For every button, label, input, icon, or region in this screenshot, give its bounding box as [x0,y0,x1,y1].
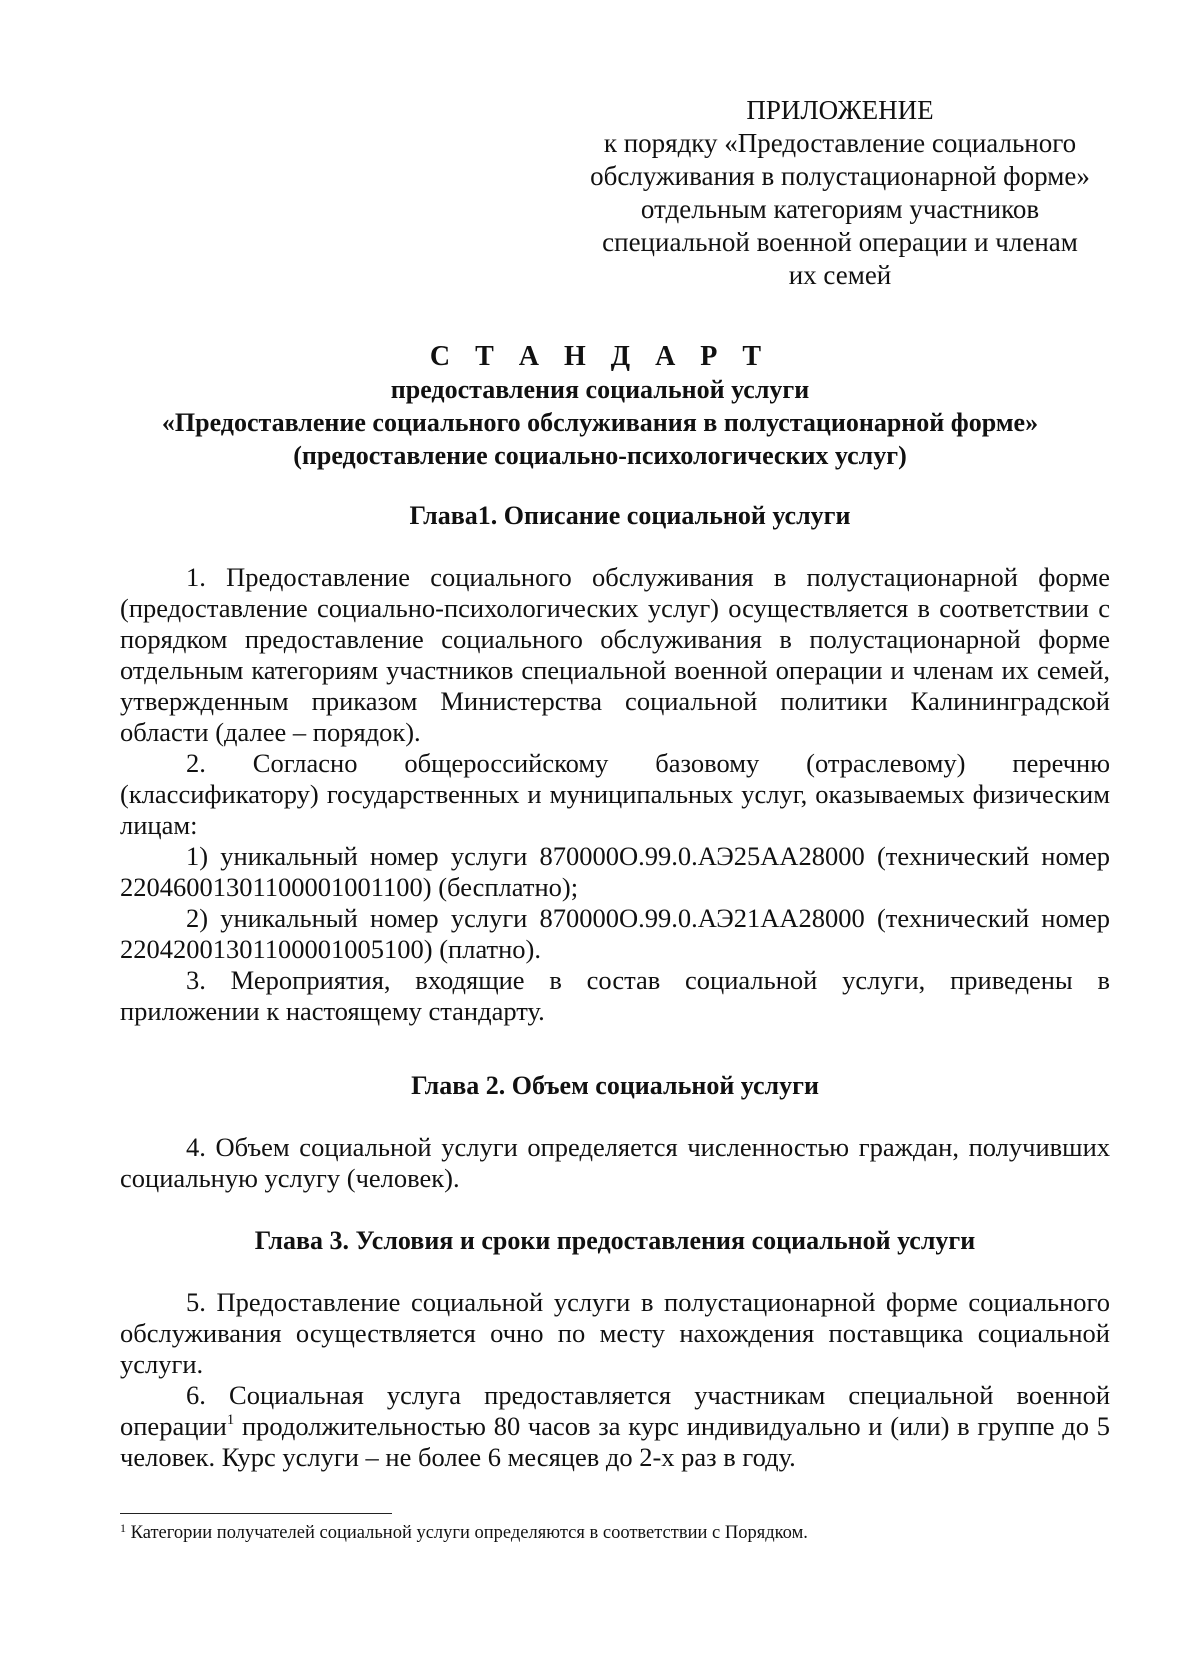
appendix-line: обслуживания в полустационарной форме» [590,161,1090,191]
appendix-line: их семей [788,260,892,290]
paragraph-3: 3. Мероприятия, входящие в состав социальной услуги, приведены в приложении к настоящему стандарту. [120,965,1110,1026]
paragraph-2-item-2: 2) уникальный номер услуги 870000О.99.0.АЭ21АА28000 (технический номер 22042001301100001005100) (платно). [120,903,1110,964]
appendix-line: специальной военной операции и членам [602,227,1078,257]
paragraph-2-item-1: 1) уникальный номер услуги 870000О.99.0.АЭ25АА28000 (технический номер 22046001301100001001100) (бесплатно); [120,841,1110,902]
paragraph-6-end: продолжительностью 80 часов за курс индивидуально и (или) в группе до 5 человек. Курс услуги – не более 6 месяцев до 2-х раз в году. [120,1411,1110,1472]
footnote-text: Категории получателей социальной услуги определяются в соответствии с Порядком. [126,1523,808,1543]
standard-title-block [120,340,1080,472]
appendix-header [590,94,1090,292]
appendix-line: к порядку «Предоставление социального [603,128,1077,158]
paragraph-6 [120,1380,1110,1473]
paragraph-1: 1. Предоставление социального обслуживания в полустационарной форме (предоставление социально-психологических услуг) осуществляется в соответствии с порядком предоставление социального обслуживания в полустационарной форме отдельным категориям участников специальной военной операции и членам их семей, утвержденным приказом Министерства социальной политики Калининградской области (далее – порядок). [120,562,1110,747]
paragraph-2: 2. Согласно общероссийскому базовому (отраслевому) перечню (классификатору) государственных и муниципальных услуг, оказываемых физическим лицам: [120,748,1110,840]
document-body [120,500,1110,1473]
footnote-mark: 1 [120,1521,126,1535]
standard-subtitle: (предоставление социально-психологических услуг) [293,441,907,470]
chapter-1-title: Глава1. Описание социальной услуги [409,501,851,530]
paragraph-5: 5. Предоставление социальной услуги в полустационарной форме социального обслуживания осуществляется очно по месту нахождения поставщика социальной услуги. [120,1287,1110,1379]
chapter-2-title: Глава 2. Объем социальной услуги [411,1071,819,1100]
footnote [120,1521,1110,1545]
appendix-title: ПРИЛОЖЕНИЕ [746,95,934,125]
standard-subtitle: «Предоставление социального обслуживания в полустационарной форме» [161,408,1039,437]
paragraph-6-start: 6. Социальная услуга предоставляется участникам специальной военной операции [120,1380,1110,1441]
footnote-reference: 1 [226,1412,235,1428]
chapter-3-title: Глава 3. Условия и сроки предоставления социальной услуги [254,1226,976,1255]
paragraph-4: 4. Объем социальной услуги определяется численностью граждан, получивших социальную услугу (человек). [120,1132,1110,1193]
appendix-line: отдельным категориям участников [640,194,1040,224]
standard-subtitle: предоставления социальной услуги [390,375,810,404]
footnote-separator [120,1513,392,1514]
standard-title: С Т А Н Д А Р Т [429,341,771,372]
